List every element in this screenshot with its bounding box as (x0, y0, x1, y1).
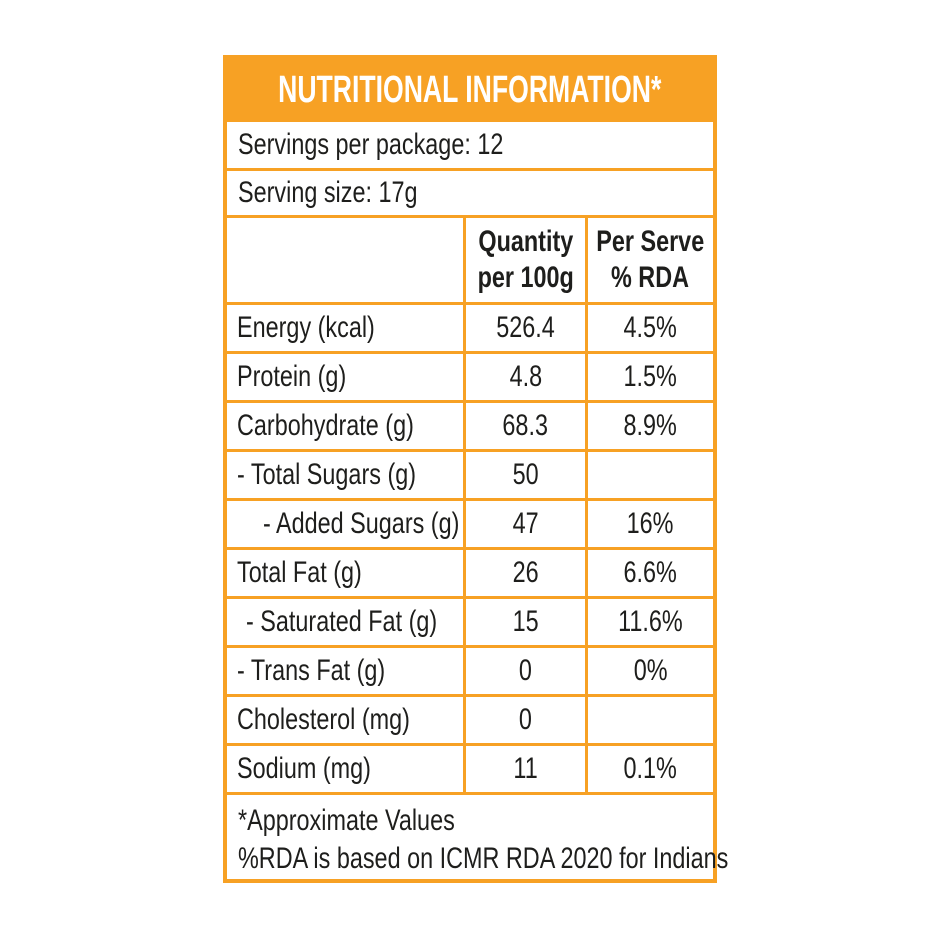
quantity-value: 526.4 (463, 305, 585, 351)
label-title-band (227, 59, 713, 122)
quantity-value: 50 (463, 452, 585, 498)
rda-value (585, 697, 713, 743)
table-row-sodium (227, 743, 713, 792)
quantity-value: 47 (463, 501, 585, 547)
nutrient-name: - Added Sugars (g) (263, 507, 460, 540)
quantity-value: 0 (463, 648, 585, 694)
table-row-carbohydrate (227, 400, 713, 449)
nutrient-name: Energy (kcal) (237, 311, 375, 344)
quantity-value: 0 (463, 697, 585, 743)
footnote-rda-basis: %RDA is based on ICMR RDA 2020 for Indians (238, 841, 729, 875)
column-header-quantity-line1: Quantity (478, 225, 573, 258)
column-header-rda-line2: % RDA (611, 261, 690, 294)
rda-value: 1.5% (585, 354, 713, 400)
footnote-line1-wrap (238, 802, 713, 840)
table-row-cholesterol (227, 694, 713, 743)
nutrition-label (223, 55, 729, 883)
column-header-blank (227, 218, 463, 302)
quantity-value: 26 (463, 550, 585, 596)
quantity-value: 11 (463, 746, 585, 792)
serving-size-text: Serving size: 17g (238, 176, 418, 209)
table-row-added-sugars (227, 498, 713, 547)
quantity-value: 4.8 (463, 354, 585, 400)
quantity-value: 15 (463, 599, 585, 645)
rda-value: 6.6% (585, 550, 713, 596)
label-title: NUTRITIONAL INFORMATION* (278, 69, 662, 111)
nutrient-name: Sodium (mg) (237, 752, 371, 785)
table-row-energy (227, 302, 713, 351)
rda-value: 0% (585, 648, 713, 694)
nutrient-name: Protein (g) (237, 360, 347, 393)
servings-per-package-text: Servings per package: 12 (238, 128, 504, 161)
table-row-trans-fat (227, 645, 713, 694)
rda-value: 8.9% (585, 403, 713, 449)
nutrient-name: Carbohydrate (g) (237, 409, 414, 442)
column-header-quantity (463, 218, 585, 302)
servings-per-package-row (227, 122, 713, 168)
nutrient-name: Total Fat (g) (237, 556, 362, 589)
rda-value: 0.1% (585, 746, 713, 792)
rda-value: 16% (585, 501, 713, 547)
rda-value: 11.6% (585, 599, 713, 645)
serving-size-row (227, 168, 713, 215)
column-header-quantity-line2: per 100g (477, 261, 574, 294)
footnote-line2-wrap (238, 840, 729, 878)
column-header-rda-line1: Per Serve (596, 225, 705, 258)
rda-value (585, 452, 713, 498)
column-header-row (227, 215, 713, 302)
table-row-protein (227, 351, 713, 400)
nutrient-name: Cholesterol (mg) (237, 703, 410, 736)
nutrient-name: - Total Sugars (g) (237, 458, 417, 491)
footnote-approximate-values: *Approximate Values (238, 803, 455, 837)
quantity-value: 68.3 (463, 403, 585, 449)
table-row-saturated-fat (227, 596, 713, 645)
nutrient-name: - Saturated Fat (g) (246, 605, 438, 638)
rda-value: 4.5% (585, 305, 713, 351)
column-header-rda (585, 218, 713, 302)
footnote (227, 792, 729, 879)
table-row-total-fat (227, 547, 713, 596)
table-row-total-sugars (227, 449, 713, 498)
nutrient-name: - Trans Fat (g) (237, 654, 386, 687)
